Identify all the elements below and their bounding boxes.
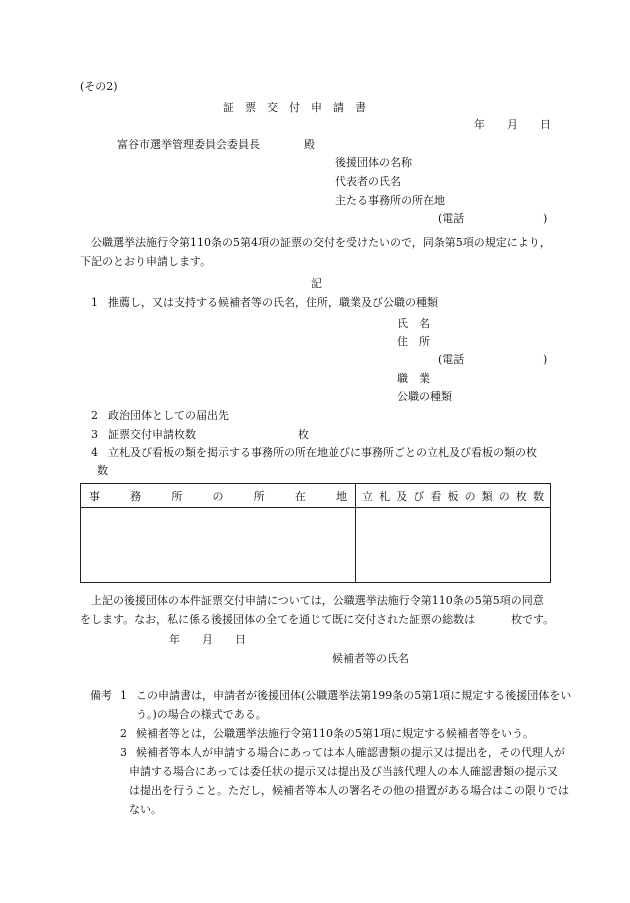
header-char: 数 <box>532 489 544 503</box>
header-char: 及 <box>396 489 408 503</box>
note1-line2: う。)の場合の様式である。 <box>136 708 267 721</box>
application-date: 年 月 日 <box>474 118 551 131</box>
notes-label: 備考 <box>90 689 112 702</box>
header-char: 務 <box>130 489 142 503</box>
candidate-signature-label: 候補者等の氏名 <box>332 652 409 665</box>
candidate-office-type-label: 公職の種類 <box>397 390 452 403</box>
item2-text: 政治団体としての届出先 <box>108 409 229 422</box>
item3-unit: 枚 <box>298 428 309 441</box>
header-char: 看 <box>430 489 442 503</box>
candidate-name-label: 氏 名 <box>397 317 430 330</box>
item1-text: 推薦し，又は支持する候補者等の氏名，住所，職業及び公職の種類 <box>108 296 438 309</box>
candidate-address-label: 住 所 <box>397 335 430 348</box>
candidate-occupation-label: 職 業 <box>397 372 430 385</box>
note3-number: 3 <box>120 746 127 759</box>
header-char: 類 <box>481 489 493 503</box>
office-location-label: 主たる事務所の所在地 <box>335 194 445 207</box>
ki-heading: 記 <box>311 277 322 290</box>
note2-text: 候補者等とは，公職選挙法施行令第110条の5第1項に規定する候補者等をいう。 <box>136 727 534 740</box>
item4-text-line2: 数 <box>97 464 108 477</box>
candidate-phone-close: ) <box>543 353 548 366</box>
note3-line3: は提出を行うこと。ただし，候補者等本人の署名その他の措置がある場合はこの限りでは <box>129 784 569 797</box>
signboard-count-header <box>356 484 551 508</box>
header-char: 事 <box>89 489 100 503</box>
document-title: 証 票 交 付 申 請 書 <box>223 101 366 114</box>
header-char: の <box>498 489 510 503</box>
representative-label: 代表者の氏名 <box>335 175 401 188</box>
note2-number: 2 <box>120 727 127 740</box>
header-char: 在 <box>294 489 306 503</box>
consent-date: 年 月 日 <box>169 633 246 646</box>
addressee-name: 富谷市選挙管理委員会委員長 <box>117 138 260 151</box>
consent-line1: 上記の後援団体の本件証票交付申請については，公職選挙法施行令第110条の5第5項の同意 <box>91 594 544 607</box>
signboard-count-header-text <box>356 488 550 504</box>
note3-line1: 候補者等本人が申請する場合にあっては本人確認書類の提示又は提出を，その代理人が <box>136 746 565 759</box>
applicant-phone-close: ) <box>543 212 548 225</box>
header-char: 地 <box>335 489 347 503</box>
header-char: 所 <box>253 489 265 503</box>
item1-number: 1 <box>91 296 98 309</box>
consent-line2-end: 枚です。 <box>511 613 555 626</box>
item4-text-line1: 立札及び看板の類を掲示する事務所の所在地並びに事務所ごとの立札及び看板の類の枚 <box>108 446 537 459</box>
header-char: 枚 <box>515 489 527 503</box>
addressee-honorific: 殿 <box>304 138 315 151</box>
form-number: (その2) <box>80 80 118 93</box>
item3-text: 証票交付申請枚数 <box>108 428 196 441</box>
header-char: の <box>212 489 224 503</box>
candidate-phone-open: (電話 <box>438 353 465 366</box>
note3-line4: ない。 <box>129 803 162 816</box>
office-location-header <box>81 484 356 508</box>
header-char: 板 <box>447 489 459 503</box>
signboard-count-cell[interactable] <box>356 508 551 583</box>
consent-line2: をします。なお，私に係る後援団体の全てを通じて既に交付された証票の総数は <box>80 613 476 626</box>
item2-number: 2 <box>91 409 98 422</box>
request-text-line2: 下記のとおり申請します。 <box>80 255 212 268</box>
note1-line1: この申請書は，申請者が後援団体(公職選挙法第199条の5第1項に規定する後援団体をい <box>136 689 572 702</box>
request-text-line1: 公職選挙法施行令第110条の5第4項の証票の交付を受けたいので，同条第5項の規定により， <box>91 236 551 249</box>
office-location-cell[interactable] <box>81 508 356 583</box>
item3-number: 3 <box>91 428 98 441</box>
group-name-label: 後援団体の名称 <box>335 156 412 169</box>
note3-line2: 申請する場合にあっては委任状の提示又は提出及び当該代理人の本人確認書類の提示又 <box>129 765 558 778</box>
office-location-header-text <box>81 488 355 504</box>
office-signboard-table <box>80 483 551 583</box>
applicant-phone-open: (電話 <box>438 212 465 225</box>
header-char: び <box>413 489 425 503</box>
header-char: 所 <box>171 489 183 503</box>
header-char: の <box>464 489 476 503</box>
note1-number: 1 <box>120 689 127 702</box>
header-char: 札 <box>379 489 391 503</box>
header-char: 立 <box>362 489 373 503</box>
item4-number: 4 <box>91 446 98 459</box>
